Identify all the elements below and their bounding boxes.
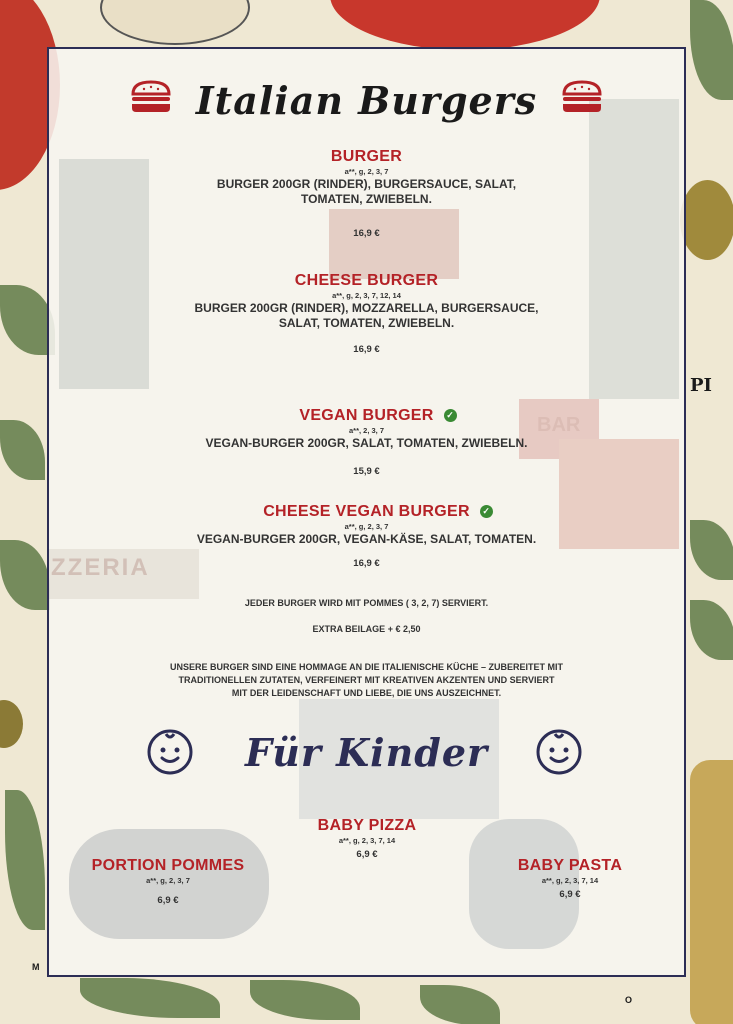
basil-leaf-illustration: [690, 520, 733, 580]
dish-description: VEGAN-BURGER 200GR, SALAT, TOMATEN, ZWIEBELN.: [205, 436, 528, 450]
dish-price: 6,9 €: [157, 895, 179, 906]
menu-item-burger: [90, 148, 643, 239]
dish-description: TOMATEN, ZWIEBELN.: [301, 192, 432, 206]
menu-item-cheese-vegan-burger: [90, 503, 643, 569]
dish-price: 6,9 €: [356, 849, 378, 860]
basil-leaf-illustration: [420, 985, 500, 1024]
dish-name-row: [90, 503, 643, 521]
menu-item-vegan-burger: [90, 407, 643, 477]
kids-item-baby-pizza: [267, 817, 467, 860]
homage-text: [90, 661, 643, 700]
dish-name: CHEESE VEGAN BURGER: [263, 503, 470, 520]
extra-side-note: EXTRA BEILAGE + € 2,50: [312, 624, 421, 634]
allergens: a**, g, 2, 3, 7, 12, 14: [332, 291, 401, 300]
oil-bottle-illustration: [690, 760, 733, 1024]
dish-name: CHEESE BURGER: [294, 272, 439, 289]
basil-leaf-illustration: [250, 980, 360, 1020]
dish-name: PORTION POMMES: [91, 857, 245, 874]
kids-title: Für Kinder: [244, 730, 489, 775]
allergens: a**, g, 2, 3, 7: [344, 167, 389, 176]
basil-leaf-illustration: [0, 540, 50, 610]
kids-item-baby-pasta: [470, 857, 670, 900]
dish-name: VEGAN BURGER: [299, 407, 434, 424]
vegan-check-icon: ✓: [480, 505, 493, 518]
homage-line: UNSERE BURGER SIND EINE HOMMAGE AN DIE ITALIENISCHE KÜCHE – ZUBEREITET MIT: [169, 662, 564, 672]
garlic-illustration: [100, 0, 250, 45]
tomato-illustration: [330, 0, 600, 50]
side-text-m: M: [32, 962, 40, 972]
allergens: a**, g, 2, 3, 7: [146, 876, 190, 885]
kids-item-portion-pommes: [68, 857, 268, 906]
side-text-o: O: [625, 995, 633, 1005]
dish-description: SALAT, TOMATEN, ZWIEBELN.: [278, 316, 455, 330]
allergens: a**, g, 2, 3, 7, 14: [338, 836, 396, 845]
bar-sign: BAR: [537, 414, 581, 436]
side-text-pi: PI: [690, 375, 712, 396]
fries-note: JEDER BURGER WIRD MIT POMMES ( 3, 2, 7) SERVIERT.: [244, 598, 489, 608]
basil-leaf-illustration: [0, 420, 45, 480]
dish-price: 16,9 €: [353, 228, 380, 239]
menu-item-cheese-burger: [90, 272, 643, 355]
dish-description: BURGER 200GR (RINDER), MOZZARELLA, BURGERSAUCE,: [194, 301, 539, 315]
basil-leaf-illustration: [80, 978, 220, 1018]
dish-name-row: [90, 407, 643, 425]
dish-price: 16,9 €: [353, 344, 380, 355]
dish-price: 15,9 €: [353, 466, 380, 477]
vegan-check-icon: ✓: [444, 409, 457, 422]
olive-illustration: [680, 180, 733, 260]
homage-line: MIT DER LEIDENSCHAFT UND LIEBE, DIE UNS AUSZEICHNET.: [231, 688, 502, 698]
basil-leaf-illustration: [5, 790, 45, 930]
page-title: Italian Burgers: [195, 78, 538, 123]
dish-name: BABY PIZZA: [317, 817, 417, 834]
allergens: a**, 2, 3, 7: [348, 426, 385, 435]
pizzeria-sign: ZZERIA: [51, 554, 150, 581]
basil-leaf-illustration: [690, 600, 733, 660]
dish-name: BABY PASTA: [517, 857, 623, 874]
allergens: a**, g, 2, 3, 7, 14: [541, 876, 599, 885]
dish-price: 16,9 €: [353, 558, 380, 569]
allergens: a**, g, 2, 3, 7: [344, 522, 389, 531]
homage-line: TRADITIONELLEN ZUTATEN, VERFEINERT MIT KREATIVEN AKZENTEN UND SERVIERT: [178, 675, 555, 685]
dish-description: BURGER 200GR (RINDER), BURGERSAUCE, SALAT,: [216, 177, 517, 191]
dish-description: VEGAN-BURGER 200GR, VEGAN-KÄSE, SALAT, TOMATEN.: [196, 532, 537, 546]
dish-price: 6,9 €: [559, 889, 581, 900]
dish-name: BURGER: [330, 148, 403, 165]
